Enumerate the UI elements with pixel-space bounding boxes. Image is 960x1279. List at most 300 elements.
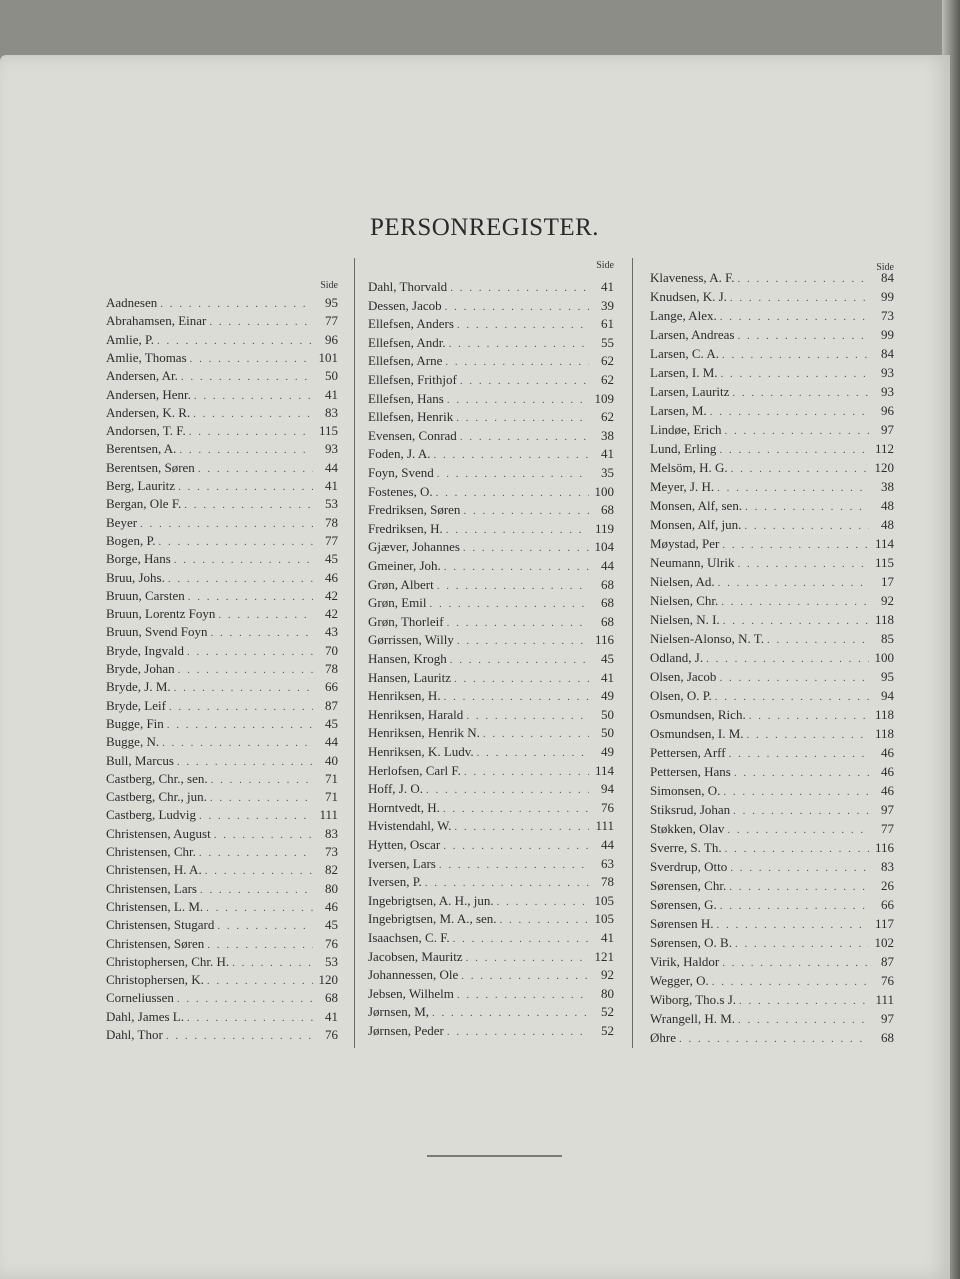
index-entry — [368, 335, 614, 353]
entry-page: 44 — [601, 558, 614, 573]
entry-page: 17 — [881, 574, 894, 589]
entry-page: 41 — [325, 1008, 338, 1024]
leader-dots — [179, 444, 313, 456]
entry-page: 94 — [601, 781, 614, 797]
entry-page: 53 — [325, 953, 338, 969]
index-entry — [106, 313, 338, 331]
index-entry — [106, 917, 338, 935]
entry-page: 49 — [601, 744, 614, 759]
leader-dots — [193, 408, 313, 420]
entry-page: 119 — [594, 520, 614, 536]
entry-name: Christophersen, Chr. H. — [106, 953, 230, 969]
index-entry — [106, 441, 338, 459]
entry-page: 78 — [325, 661, 338, 676]
entry-name: Osmundsen, I. M. — [650, 726, 744, 741]
entry-name: Knudsen, K. J. — [650, 289, 727, 304]
leader-dots — [460, 375, 589, 387]
index-entry — [368, 1004, 614, 1022]
index-entry — [650, 555, 894, 573]
entry-page: 49 — [601, 688, 614, 704]
index-entry — [650, 498, 894, 516]
index-entry — [368, 353, 614, 371]
entry-page: 40 — [325, 752, 338, 768]
leader-dots — [140, 518, 313, 530]
index-entry — [650, 878, 894, 896]
side-label: Side — [876, 262, 894, 273]
entry-name: Meyer, J. H. — [650, 479, 715, 494]
index-entry — [106, 789, 338, 807]
entry-name: Hansen, Lauritz — [368, 669, 452, 685]
entry-name: Berg, Lauritz — [106, 478, 176, 493]
entry-name: Sverre, S. Th. — [650, 840, 722, 855]
index-entry — [368, 279, 614, 297]
index-entry — [106, 844, 338, 862]
leader-dots — [209, 316, 313, 328]
leader-dots — [218, 609, 313, 621]
entry-name: Jebsen, Wilhelm — [368, 985, 454, 1001]
leader-dots — [457, 635, 589, 647]
entry-page: 118 — [874, 707, 894, 722]
leader-dots — [199, 810, 313, 822]
entry-page: 45 — [601, 651, 614, 666]
entry-page: 99 — [881, 327, 894, 342]
index-entry — [368, 967, 614, 985]
entry-page: 111 — [319, 807, 338, 823]
entry-name: Dessen, Jacob — [368, 297, 442, 313]
index-entry — [368, 949, 614, 967]
entry-name: Larsen, I. M. — [650, 365, 718, 380]
entry-page: 121 — [594, 948, 614, 964]
leader-dots — [432, 1007, 589, 1019]
index-column-1 — [106, 280, 338, 1060]
entry-page: 62 — [601, 372, 614, 387]
entry-page: 76 — [325, 1027, 338, 1042]
entry-page: 116 — [874, 840, 894, 855]
entry-name: Larsen, Lauritz — [650, 384, 730, 399]
index-entry — [368, 763, 614, 781]
index-entry — [368, 930, 614, 948]
entry-name: Hansen, Krogh — [368, 651, 447, 666]
entry-page: 46 — [881, 764, 894, 779]
entry-name: Henriksen, K. Ludv. — [368, 744, 474, 759]
leader-dots — [719, 672, 869, 684]
entry-page: 115 — [318, 423, 338, 439]
entry-name: Nielsen, N. I. — [650, 612, 720, 627]
entry-page: 115 — [874, 555, 894, 570]
entry-page: 50 — [601, 725, 614, 741]
index-entry — [650, 631, 894, 649]
entry-name: Støkken, Olav — [650, 821, 725, 836]
entry-page: 62 — [601, 353, 614, 369]
entry-page: 68 — [325, 990, 338, 1006]
footer-rule — [427, 1155, 562, 1157]
leader-dots — [174, 682, 313, 694]
leader-dots — [447, 617, 589, 629]
index-entry — [650, 612, 894, 630]
index-column-3 — [650, 262, 894, 1072]
leader-dots — [477, 747, 589, 759]
entry-page: 45 — [325, 715, 338, 731]
leader-dots — [232, 957, 313, 969]
entry-page: 83 — [881, 859, 894, 874]
leader-dots — [181, 371, 313, 383]
entry-name: Grøn, Albert — [368, 576, 434, 592]
leader-dots — [425, 877, 589, 889]
entry-page: 35 — [601, 465, 614, 480]
entry-name: Christophersen, K. — [106, 972, 204, 988]
leader-dots — [174, 554, 313, 566]
entry-page: 50 — [325, 368, 338, 384]
leader-dots — [729, 881, 869, 893]
index-entry — [650, 859, 894, 877]
entry-page: 93 — [325, 441, 338, 457]
entry-name: Foyn, Svend — [368, 465, 434, 480]
entry-page: 41 — [325, 478, 338, 493]
index-entry — [650, 422, 894, 440]
entry-page: 68 — [601, 595, 614, 611]
entry-page: 41 — [601, 446, 614, 462]
entry-name: Ellefsen, Arne — [368, 353, 443, 369]
index-entry — [650, 916, 894, 934]
entry-page: 101 — [318, 349, 338, 365]
entry-page: 46 — [881, 745, 894, 760]
index-entry — [368, 837, 614, 855]
entry-page: 77 — [325, 532, 338, 548]
leader-dots — [767, 634, 869, 646]
leader-dots — [158, 536, 313, 548]
index-entry — [650, 973, 894, 991]
leader-dots — [447, 1026, 589, 1038]
index-entry — [106, 533, 338, 551]
entry-name: Ellefsen, Anders — [368, 316, 454, 332]
index-entry — [368, 577, 614, 595]
index-entry — [368, 558, 614, 576]
index-entry — [106, 826, 338, 844]
leader-dots — [210, 792, 313, 804]
index-entry — [106, 460, 338, 478]
leader-dots — [454, 821, 589, 833]
index-entry — [106, 771, 338, 789]
entry-page: 94 — [881, 688, 894, 703]
entry-page: 41 — [601, 930, 614, 945]
leader-dots — [167, 719, 313, 731]
entry-name: Sørensen, O. B. — [650, 935, 732, 950]
entry-name: Herlofsen, Carl F. — [368, 762, 461, 778]
entry-name: Christensen, Stugard — [106, 917, 215, 933]
leader-dots — [719, 444, 869, 456]
entry-page: 99 — [881, 289, 894, 304]
index-entry — [650, 441, 894, 459]
entry-name: Ellefsen, Andr. — [368, 334, 446, 350]
entry-name: Nielsen, Chr. — [650, 593, 719, 608]
entry-page: 63 — [601, 855, 614, 871]
entry-name: Lindøe, Erich — [650, 422, 722, 437]
entry-name: Virik, Haldor — [650, 954, 720, 969]
entry-page: 61 — [601, 316, 614, 332]
entry-page: 78 — [325, 514, 338, 530]
leader-dots — [731, 463, 869, 475]
entry-name: Bruun, Svend Foyn — [106, 624, 208, 640]
entry-page: 44 — [325, 734, 338, 750]
leader-dots — [747, 729, 869, 741]
index-entry — [368, 446, 614, 464]
entry-name: Olsen, Jacob — [650, 669, 717, 684]
index-entry — [368, 539, 614, 557]
entry-name: Olsen, O. P. — [650, 688, 712, 703]
leader-dots — [437, 580, 589, 592]
entry-name: Bryde, J. M. — [106, 679, 171, 695]
entry-page: 50 — [601, 706, 614, 722]
entry-name: Sørensen, G. — [650, 897, 717, 912]
entry-page: 118 — [874, 612, 894, 627]
entry-name: Hvistendahl, W. — [368, 818, 452, 834]
index-entry — [106, 387, 338, 405]
leader-dots — [725, 843, 869, 855]
index-entry — [106, 807, 338, 825]
leader-dots — [706, 653, 869, 665]
leader-dots — [210, 627, 313, 639]
leader-dots — [712, 976, 869, 988]
index-entry — [106, 606, 338, 624]
leader-dots — [466, 710, 589, 722]
entry-page: 84 — [881, 270, 894, 285]
index-entry — [368, 670, 614, 688]
leader-dots — [430, 598, 590, 610]
index-entry — [106, 295, 338, 313]
index-entry — [368, 409, 614, 427]
entry-page: 52 — [601, 1004, 614, 1020]
entry-page: 109 — [594, 390, 614, 406]
leader-dots — [717, 482, 869, 494]
leader-dots — [456, 412, 589, 424]
index-entry — [650, 1011, 894, 1029]
entry-name: Bryde, Johan — [106, 661, 175, 676]
index-entry — [368, 725, 614, 743]
entry-name: Castberg, Ludvig — [106, 807, 197, 823]
index-entry — [650, 802, 894, 820]
index-entry — [650, 1030, 894, 1048]
leader-dots — [187, 646, 313, 658]
index-entry — [368, 465, 614, 483]
entry-name: Osmundsen, Rich. — [650, 707, 746, 722]
leader-dots — [500, 914, 589, 926]
entry-page: 80 — [601, 985, 614, 1001]
entry-name: Corneliussen — [106, 990, 174, 1006]
entry-name: Ingebrigtsen, A. H., jun. — [368, 892, 494, 908]
entry-name: Grøn, Emil — [368, 595, 427, 611]
index-entry — [106, 515, 338, 533]
entry-page: 97 — [881, 802, 894, 817]
entry-page: 46 — [325, 569, 338, 585]
index-entry — [106, 954, 338, 972]
leader-dots — [738, 273, 869, 285]
entry-name: Johannessen, Ole — [368, 967, 459, 983]
index-entry — [650, 707, 894, 725]
index-entry — [650, 403, 894, 421]
leader-dots — [727, 824, 869, 836]
entry-name: Monsen, Alf, sen. — [650, 498, 743, 513]
index-entry — [368, 298, 614, 316]
leader-dots — [194, 390, 313, 402]
entry-name: Wegger, O. — [650, 973, 709, 988]
entry-name: Fredriksen, Søren — [368, 502, 461, 518]
index-entry — [368, 651, 614, 669]
leader-dots — [497, 896, 589, 908]
entry-name: Melsöm, H. G. — [650, 460, 728, 475]
entry-name: Christensen, Søren — [106, 935, 205, 951]
entry-page: 92 — [881, 593, 894, 608]
leader-dots — [463, 542, 589, 554]
index-entry — [368, 1023, 614, 1041]
index-entry — [368, 484, 614, 502]
index-column-2 — [368, 260, 614, 1060]
index-entry — [106, 972, 338, 990]
entry-name: Nielsen, Ad. — [650, 574, 715, 589]
entry-name: Grøn, Thorleif — [368, 613, 444, 629]
index-entry — [106, 624, 338, 642]
index-entry — [650, 308, 894, 326]
entry-name: Castberg, Chr., jun. — [106, 789, 207, 805]
index-entry — [650, 783, 894, 801]
entry-name: Horntvedt, H. — [368, 799, 440, 815]
entry-page: 41 — [325, 386, 338, 402]
entry-name: Berentsen, Søren — [106, 459, 195, 475]
index-entry — [368, 372, 614, 390]
entry-page: 71 — [325, 770, 338, 786]
entry-name: Isaachsen, C. F. — [368, 930, 450, 945]
leader-dots — [445, 356, 589, 368]
leader-dots — [723, 615, 869, 627]
entry-page: 66 — [325, 679, 338, 695]
entry-name: Christensen, Chr. — [106, 844, 196, 859]
index-entry — [106, 643, 338, 661]
leader-dots — [198, 463, 313, 475]
leader-dots — [207, 975, 313, 987]
entry-name: Stiksrud, Johan — [650, 802, 731, 817]
leader-dots — [190, 353, 313, 365]
entry-name: Borge, Hans — [106, 551, 171, 567]
index-entry — [650, 479, 894, 497]
leader-dots — [457, 319, 589, 331]
entry-name: Ellefsen, Hans — [368, 390, 444, 406]
entry-page: 92 — [601, 967, 614, 983]
entry-page: 77 — [881, 821, 894, 836]
entry-name: Dahl, Thor — [106, 1027, 163, 1042]
entry-name: Sverdrup, Otto — [650, 859, 728, 874]
index-entry — [650, 935, 894, 953]
index-entry — [368, 800, 614, 818]
leader-dots — [443, 803, 589, 815]
entry-page: 48 — [881, 498, 894, 513]
entry-page: 116 — [594, 632, 614, 648]
entry-name: Gørrissen, Willy — [368, 632, 454, 648]
index-entry — [106, 734, 338, 752]
index-entry — [650, 327, 894, 345]
entry-page: 46 — [881, 783, 894, 798]
entry-page: 44 — [601, 837, 614, 852]
entry-page: 114 — [874, 536, 894, 551]
index-entry — [650, 574, 894, 592]
index-entry — [106, 423, 338, 441]
entry-page: 53 — [325, 496, 338, 512]
entry-page: 73 — [325, 844, 338, 859]
leader-dots — [160, 298, 313, 310]
leader-dots — [439, 859, 589, 871]
entry-page: 93 — [881, 384, 894, 399]
entry-page: 62 — [601, 409, 614, 425]
entry-page: 100 — [874, 650, 894, 665]
entry-name: Iversen, P. — [368, 874, 422, 890]
entry-page: 42 — [325, 606, 338, 622]
leader-dots — [426, 784, 589, 796]
leader-dots — [720, 900, 869, 912]
entry-name: Wrangell, H. M. — [650, 1011, 736, 1026]
leader-dots — [461, 970, 589, 982]
leader-dots — [157, 335, 313, 347]
side-label: Side — [320, 280, 338, 291]
leader-dots — [445, 301, 589, 313]
leader-dots — [199, 847, 313, 859]
entry-name: Øhre — [650, 1030, 676, 1045]
entry-name: Andersen, Ar. — [106, 368, 178, 384]
leader-dots — [449, 338, 589, 350]
index-entry — [368, 428, 614, 446]
leader-dots — [436, 487, 589, 499]
leader-dots — [730, 292, 869, 304]
leader-dots — [679, 1033, 869, 1045]
index-entry — [650, 954, 894, 972]
index-entry — [650, 726, 894, 744]
index-entry — [368, 502, 614, 520]
leader-dots — [721, 596, 869, 608]
index-entry — [106, 332, 338, 350]
index-entry — [106, 698, 338, 716]
leader-dots — [722, 349, 869, 361]
entry-page: 87 — [325, 697, 338, 713]
leader-dots — [483, 728, 589, 740]
entry-name: Sørensen H. — [650, 916, 714, 931]
entry-page: 97 — [881, 1011, 894, 1026]
index-entry — [106, 1009, 338, 1027]
index-entry — [650, 745, 894, 763]
index-entry — [368, 744, 614, 762]
index-entry — [368, 893, 614, 911]
index-entry — [650, 460, 894, 478]
index-entry — [106, 881, 338, 899]
entry-name: Bryde, Ingvald — [106, 642, 184, 658]
entry-name: Henriksen, Henrik N. — [368, 725, 480, 741]
entry-name: Bull, Marcus — [106, 752, 174, 768]
entry-name: Odland, J. — [650, 650, 704, 665]
leader-dots — [717, 919, 869, 931]
index-entry — [106, 1027, 338, 1045]
entry-name: Larsen, C. A. — [650, 346, 719, 361]
entry-name: Bryde, Leif — [106, 697, 166, 713]
entry-page: 70 — [325, 642, 338, 658]
index-entry — [368, 781, 614, 799]
index-entry — [106, 862, 338, 880]
leader-dots — [745, 501, 869, 513]
leader-dots — [187, 1012, 313, 1024]
index-entry — [106, 350, 338, 368]
entry-page: 76 — [325, 935, 338, 951]
entry-name: Gmeiner, Joh. — [368, 558, 441, 573]
leader-dots — [207, 939, 313, 951]
entry-page: 100 — [594, 483, 614, 499]
index-entry — [650, 992, 894, 1010]
leader-dots — [178, 481, 313, 493]
entry-name: Jørnsen, M, — [368, 1004, 430, 1020]
